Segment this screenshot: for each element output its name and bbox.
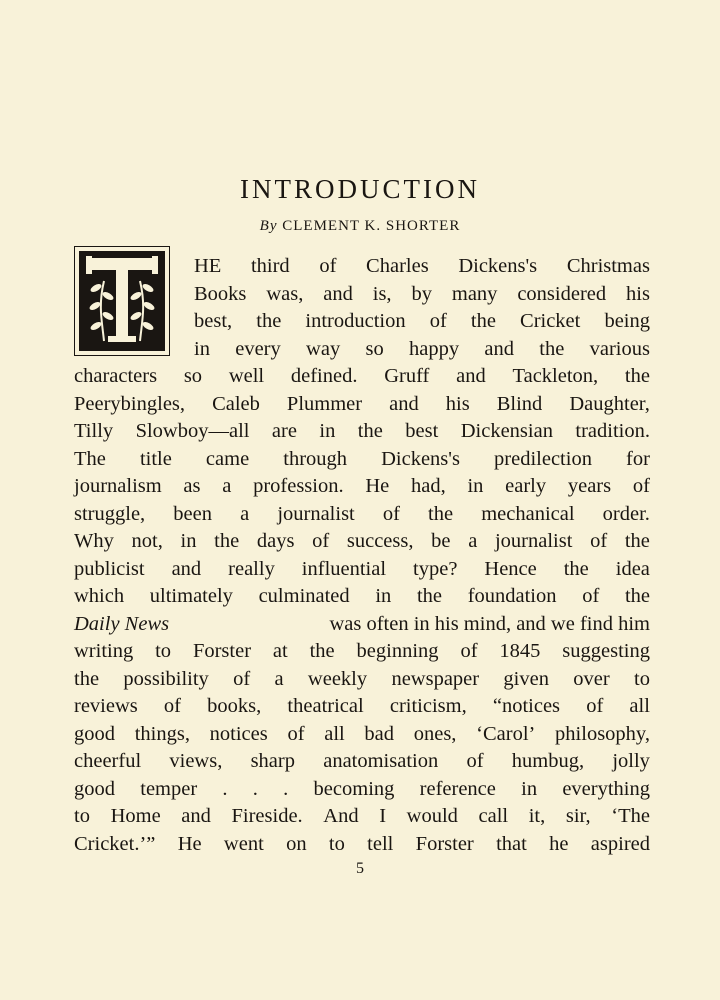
word: so (365, 337, 384, 360)
word: of (586, 695, 604, 717)
word: 1845 (499, 640, 541, 662)
word: predilection (494, 447, 592, 470)
text-line (74, 308, 650, 336)
word: in (521, 777, 538, 800)
word: views, (169, 750, 223, 772)
word: order. (602, 502, 650, 525)
word: cheerful (74, 750, 142, 772)
word: call (478, 805, 509, 827)
word: . (252, 777, 258, 800)
word: books, (207, 695, 262, 717)
word: and (171, 557, 202, 580)
page-number: 5 (356, 860, 364, 877)
word: came (205, 447, 250, 470)
word: happy (409, 337, 460, 360)
word: everything (562, 777, 650, 800)
word: given (503, 667, 549, 690)
word: of (287, 722, 305, 745)
word: and (181, 805, 211, 827)
word: introduction (305, 310, 406, 332)
word: to (328, 832, 345, 855)
word: possibility (123, 667, 209, 690)
word: in (467, 475, 484, 497)
word: days (256, 530, 295, 552)
word: publicist (74, 557, 145, 580)
word: as (183, 475, 201, 497)
word: Books (194, 282, 247, 305)
word: the (357, 420, 383, 442)
word: Christmas (566, 255, 650, 277)
word: and (456, 365, 486, 387)
word: notices (209, 722, 268, 745)
word: criticism, (389, 695, 467, 717)
word: type? (413, 557, 458, 580)
word: reviews (74, 695, 138, 717)
text-line (74, 693, 650, 721)
word: and (389, 392, 419, 415)
word: humbug, (511, 750, 585, 772)
chapter-title: INTRODUCTION (240, 174, 480, 204)
word: of (233, 667, 251, 690)
word: “notices (492, 695, 561, 717)
word: of (632, 475, 650, 497)
word: He (177, 832, 202, 855)
word: good (74, 777, 115, 800)
word: . (222, 777, 228, 800)
word: The (74, 447, 106, 470)
word: jolly (612, 750, 650, 772)
word: reference (419, 777, 496, 800)
word: Tilly (74, 420, 114, 442)
word: third (250, 255, 290, 277)
word: that (496, 832, 527, 855)
word: aspired (590, 832, 650, 855)
word: Gruff (384, 365, 430, 387)
text-line (74, 528, 650, 556)
word: Cricket (520, 310, 581, 332)
word: the (309, 640, 335, 662)
word: Home (110, 805, 161, 827)
word: influential (301, 557, 387, 580)
word: to (634, 667, 650, 690)
word: a (468, 530, 478, 552)
word: the (539, 337, 565, 360)
word: ‘Carol’ (476, 722, 536, 745)
word: Cricket.’” (74, 832, 156, 855)
text-line (74, 748, 650, 776)
word: things, (134, 722, 190, 745)
word: he (549, 832, 569, 855)
word: journalist (277, 502, 355, 525)
word: and (323, 282, 353, 305)
text-line (74, 831, 650, 859)
word: a (274, 667, 284, 690)
word: temper (140, 777, 198, 800)
word: I (379, 805, 387, 827)
word: the (624, 530, 650, 552)
word: a (222, 475, 232, 497)
word: to (74, 805, 90, 827)
word: the (214, 530, 240, 552)
word: of (382, 502, 400, 525)
word: of (429, 310, 447, 332)
word: the (624, 585, 650, 607)
word: to (155, 640, 172, 662)
word: went (223, 832, 264, 855)
text-line (74, 501, 650, 529)
word: the (256, 310, 282, 332)
word: Forster (192, 640, 252, 662)
word: Charles (366, 255, 429, 277)
word: so (183, 365, 203, 387)
word: his (626, 282, 650, 305)
word: Caleb (212, 392, 260, 415)
word: anatomisation (323, 750, 439, 772)
word: best (405, 420, 439, 442)
word: various (589, 337, 650, 360)
word: defined. (290, 365, 358, 387)
word: for (626, 447, 650, 470)
word: it, (528, 805, 546, 827)
word: good (74, 722, 115, 745)
word: every (235, 337, 281, 360)
word: all (324, 722, 345, 745)
text-line (74, 281, 650, 309)
text-line (74, 446, 650, 474)
word: becoming (313, 777, 395, 800)
newspaper-title: Daily News (74, 612, 170, 635)
word: . (283, 777, 289, 800)
word: at (272, 640, 288, 662)
word: Slowboy—all (135, 420, 250, 442)
word: of (319, 255, 337, 277)
body-paragraph (74, 253, 650, 858)
word: struggle, (74, 502, 146, 525)
word: of (460, 640, 478, 662)
word: the (624, 365, 650, 387)
word: of (466, 750, 484, 772)
text-line (74, 803, 650, 831)
word: Tackleton, (512, 365, 599, 387)
byline-author: CLEMENT K. SHORTER (282, 218, 461, 234)
text-line (74, 776, 650, 804)
word: way (306, 337, 341, 360)
word: title (139, 447, 172, 470)
word: by (411, 282, 432, 305)
word: weekly (307, 667, 368, 690)
word: Dickensian (460, 420, 553, 442)
word: of (582, 585, 600, 607)
text-line (74, 666, 650, 694)
word: sharp (250, 750, 295, 772)
word: ‘The (611, 805, 650, 827)
word: not, (131, 530, 163, 552)
word: in (194, 337, 210, 360)
word: the (563, 557, 589, 580)
word: beginning (356, 640, 439, 662)
word: over (573, 667, 610, 690)
word: all (629, 695, 650, 717)
word: of (312, 530, 330, 552)
word: tell (367, 832, 394, 855)
word: are (271, 420, 297, 442)
word: which (74, 585, 125, 607)
word: mechanical (481, 502, 575, 525)
byline (0, 218, 720, 235)
word: ones, (413, 722, 457, 745)
word: been (173, 502, 212, 525)
word: of (590, 530, 608, 552)
word: well (228, 365, 265, 387)
text-line (74, 391, 650, 419)
word: a (240, 502, 250, 525)
word: being (604, 310, 650, 332)
word: of (163, 695, 181, 717)
word: considered (517, 282, 607, 305)
word: was, (266, 282, 304, 305)
word: through (283, 447, 348, 470)
word: journalism (74, 475, 162, 497)
word: his (445, 392, 470, 415)
word: Daughter, (569, 392, 650, 415)
word: culminated (258, 585, 350, 607)
word: He (365, 475, 390, 497)
word: the (470, 310, 496, 332)
word: philosophy, (555, 722, 650, 745)
word: ultimately (149, 585, 233, 607)
word: years (567, 475, 612, 497)
word: Forster (415, 832, 474, 855)
word: Hence (484, 557, 537, 580)
word: the (416, 585, 443, 607)
word: early (505, 475, 547, 497)
word: many (451, 282, 498, 305)
word: suggesting (562, 640, 650, 662)
text-line (74, 473, 650, 501)
word: the (74, 667, 100, 690)
word: would (406, 805, 458, 827)
word: And (323, 805, 359, 827)
word: Why (74, 530, 114, 552)
word: journalist (494, 530, 573, 552)
word: Dickens's (458, 255, 538, 277)
word: success, (346, 530, 414, 552)
text-line-rest: was often in his mind, and we find him (329, 612, 650, 635)
word: Blind (496, 392, 543, 415)
word: characters (74, 365, 158, 387)
word: writing (74, 640, 134, 662)
word: foundation (467, 585, 557, 607)
word: on (286, 832, 307, 855)
text-line (74, 721, 650, 749)
word: idea (615, 557, 650, 580)
word: bad (364, 722, 395, 745)
text-line (74, 363, 650, 391)
word: Dickens's (381, 447, 460, 470)
word: newspaper (391, 667, 480, 690)
text-line (74, 556, 650, 584)
word: in (319, 420, 336, 442)
word: Fireside. (231, 805, 303, 827)
word: profession. (253, 475, 344, 497)
word: in (375, 585, 392, 607)
byline-by: By (259, 218, 278, 234)
word: tradition. (575, 420, 650, 442)
word: in (180, 530, 197, 552)
text-line (74, 583, 650, 611)
word: theatrical (287, 695, 364, 717)
word: the (428, 502, 454, 525)
word: HE (194, 255, 222, 277)
word: had, (410, 475, 446, 497)
text-line (74, 418, 650, 446)
word: Peerybingles, (74, 392, 186, 415)
word: be (431, 530, 451, 552)
text-line (74, 638, 650, 666)
text-line (74, 253, 650, 281)
word: is, (372, 282, 392, 305)
word: sir, (565, 805, 591, 827)
word: best, (194, 310, 233, 332)
text-line (74, 611, 650, 639)
word: Plummer (286, 392, 363, 415)
word: really (228, 557, 275, 580)
word: and (484, 337, 514, 360)
text-line (74, 336, 650, 364)
